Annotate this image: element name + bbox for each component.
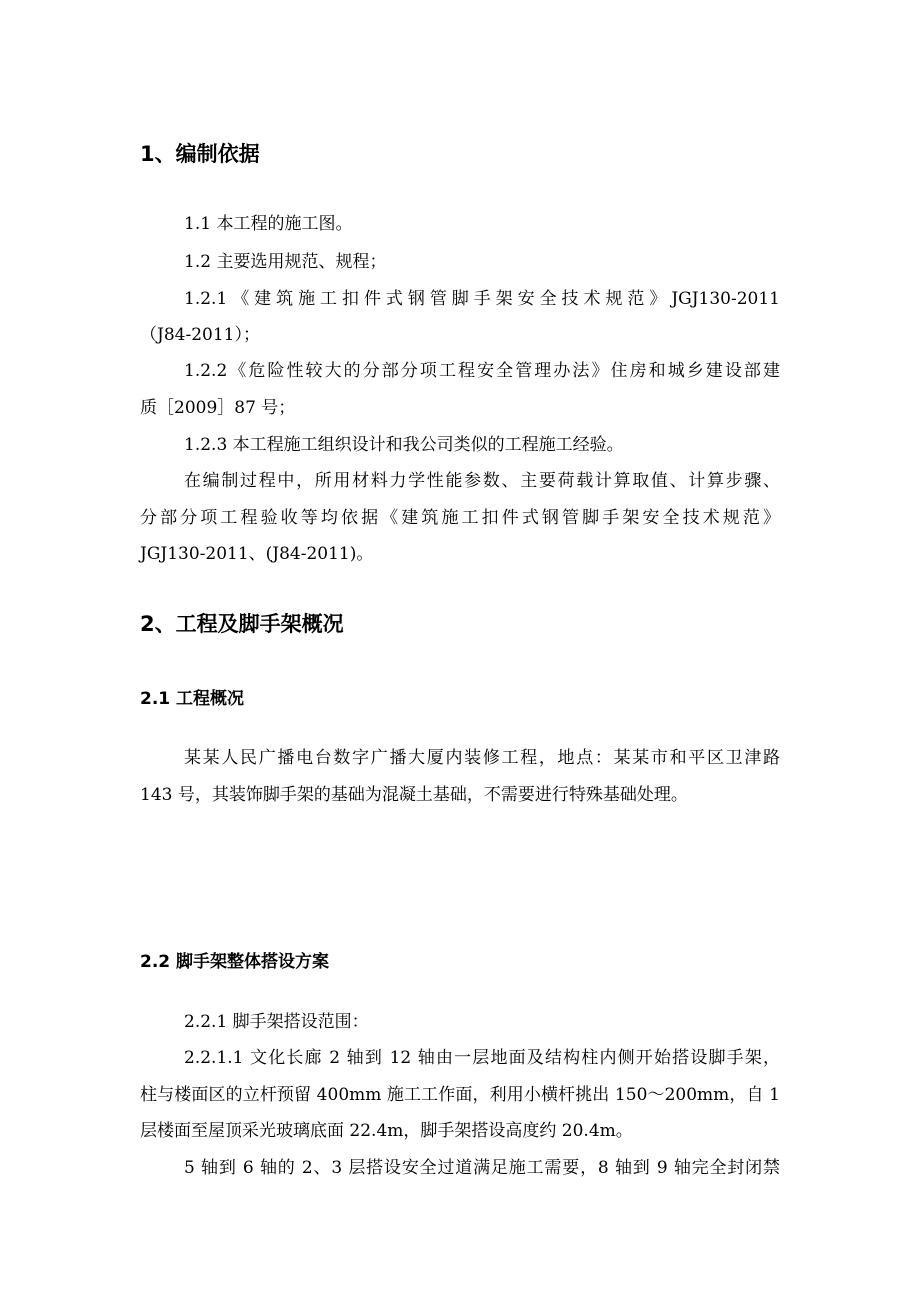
paragraph-line: 143 号，其装饰脚手架的基础为混凝土基础，不需要进行特殊基础处理。 xyxy=(140,785,688,805)
paragraph-line: 在编制过程中，所用材料力学性能参数、主要荷载计算取值、计算步骤、 xyxy=(184,471,780,491)
paragraph-line: 1.2.3 本工程施工组织设计和我公司类似的工程施工经验。 xyxy=(184,435,624,455)
subsection-2-1-heading: 2.1 工程概况 xyxy=(140,689,245,709)
paragraph-line: 质［2009］87 号； xyxy=(140,398,296,418)
paragraph-line: 柱与楼面区的立杆预留 400mm 施工工作面，利用小横杆挑出 150～200mm，自 1 xyxy=(140,1085,780,1105)
paragraph-line: 层楼面至屋顶采光玻璃底面 22.4m，脚手架搭设高度约 20.4m。 xyxy=(140,1121,633,1141)
section-1-heading: 1、编制依据 xyxy=(140,142,260,166)
paragraph-line: 2.2.1.1 文化长廊 2 轴到 12 轴由一层地面及结构柱内侧开始搭设脚手架， xyxy=(184,1048,780,1068)
paragraph-line: 1.2 主要选用规范、规程； xyxy=(184,252,387,272)
subsection-2-2-heading: 2.2 脚手架整体搭设方案 xyxy=(140,952,330,972)
paragraph-line: 1.2.2《危险性较大的分部分项工程安全管理办法》住房和城乡建设部建 xyxy=(184,361,780,381)
paragraph-line: 1.1 本工程的施工图。 xyxy=(184,214,353,234)
section-2-heading: 2、工程及脚手架概况 xyxy=(140,612,344,636)
paragraph-line: （J84-2011）； xyxy=(140,325,260,345)
paragraph-line: 2.2.1 脚手架搭设范围： xyxy=(184,1012,369,1032)
paragraph-line: 5 轴到 6 轴的 2、3 层搭设安全过道满足施工需要，8 轴到 9 轴完全封闭禁 xyxy=(184,1158,780,1178)
paragraph-line: 某某人民广播电台数字广播大厦内装修工程，地点：某某市和平区卫津路 xyxy=(184,748,780,768)
paragraph-line: 1.2.1《建筑施工扣件式钢管脚手架安全技术规范》JGJ130-2011 xyxy=(184,289,780,309)
paragraph-line: 分部分项工程验收等均依据《建筑施工扣件式钢管脚手架安全技术规范》 xyxy=(140,508,780,528)
paragraph-line: JGJ130-2011、(J84-2011)。 xyxy=(140,544,374,564)
